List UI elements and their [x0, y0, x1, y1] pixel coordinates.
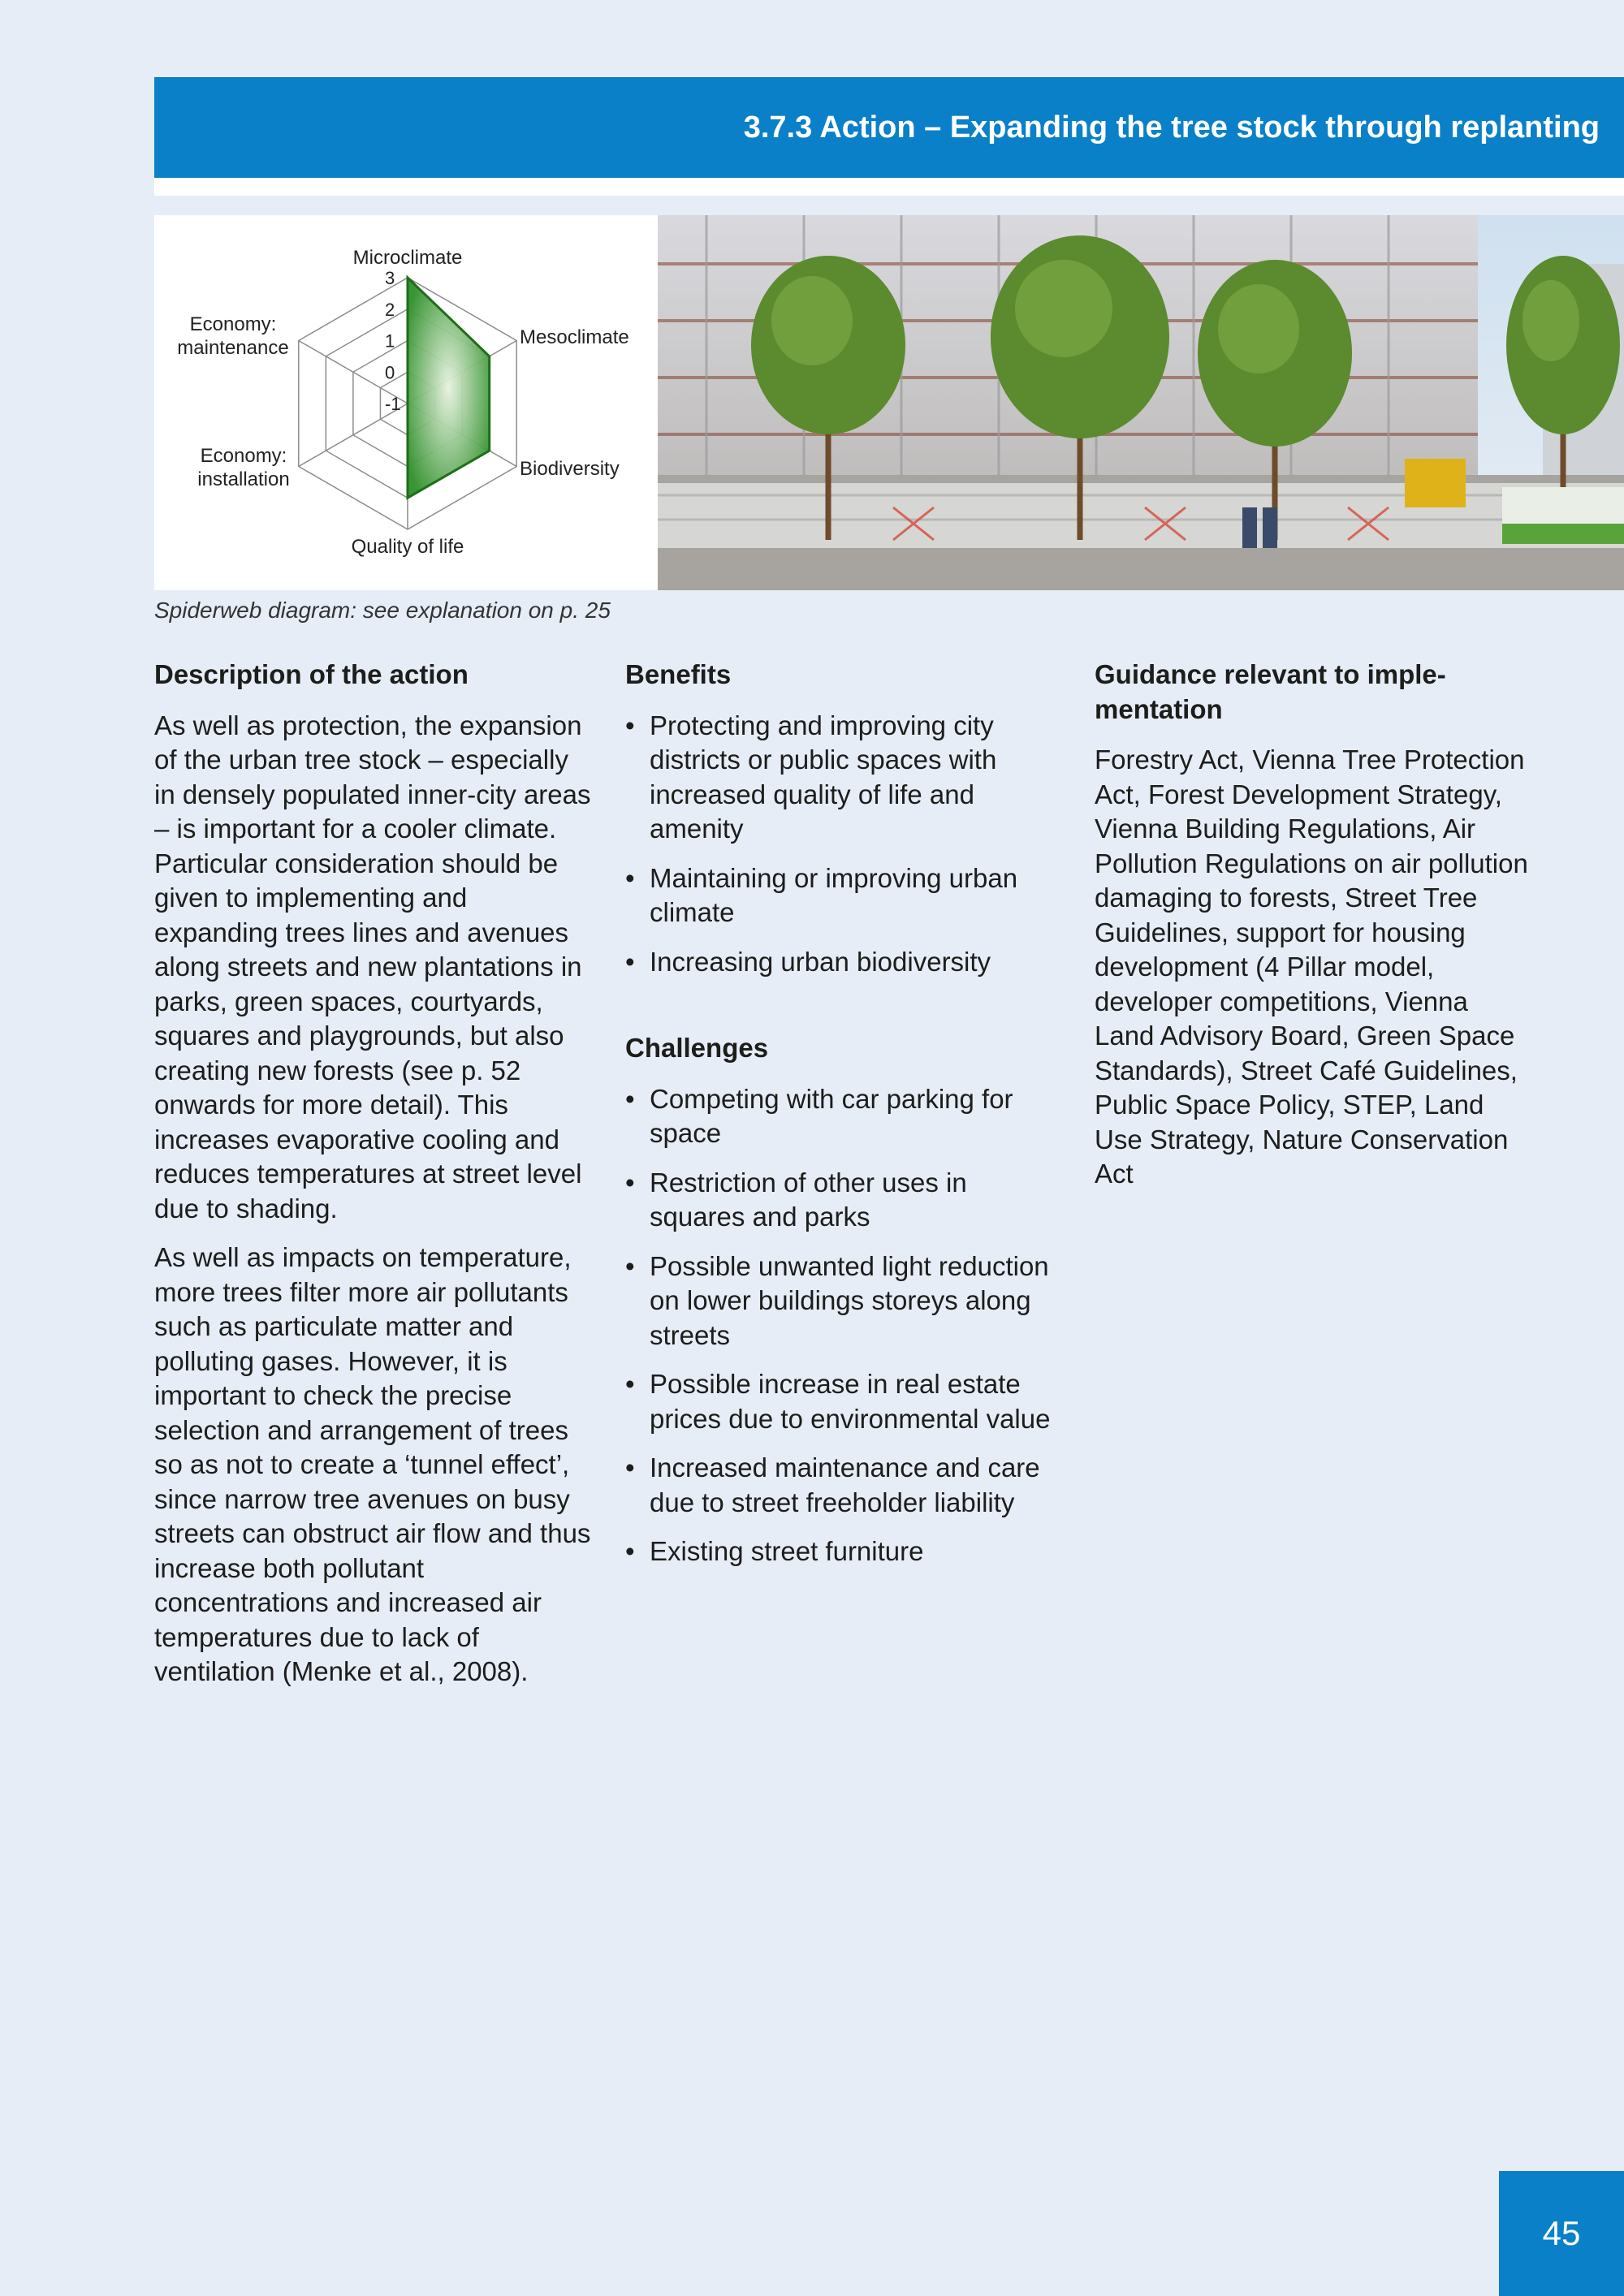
challenges-list-item: • Increased maintenance and care due to street freeholder liability [625, 1451, 1064, 1520]
guidance-text: Forestry Act, Vienna Tree Protection Act, Forest Development Strategy, Vienna Building Regulations, Air Pollution Regulations on air pollution damaging to forests, Street Tree Guidelines, support for housing development (4 Pillar model, developer competitions, Vienna Land Advisory Board, Green Space Standards), Street Café Guidelines, Public Space Policy, STEP, Land Use Strategy, Nature Conservation Act [1095, 744, 1528, 1189]
guidance-column [1095, 658, 1533, 1206]
axis-label-economy-installation-line2: installation [197, 468, 290, 490]
page-number: 45 [1542, 2214, 1581, 2252]
challenges-list-item: • Existing street furniture [625, 1534, 1064, 1569]
axis-label-economy-maintenance-line1: Economy: [189, 313, 277, 335]
benefits-list-item: • Maintaining or improving urban climate [625, 861, 1064, 930]
benefits-list-item: • Protecting and improving city districts or public spaces with increased quality of life and amenity [625, 709, 1064, 847]
benefits-list [625, 709, 1064, 980]
section-header-bar [154, 77, 1624, 178]
challenges-heading: Challenges [625, 1033, 769, 1063]
guidance-heading: Guidance relevant to implementation [1095, 659, 1446, 724]
spider-scale-tick-label: -1 [385, 394, 401, 414]
spider-scale-tick-label: 2 [385, 299, 395, 320]
challenges-list-item: • Restriction of other uses in squares and parks [625, 1166, 1064, 1235]
axis-label-microclimate: Microclimate [352, 247, 463, 269]
benefits-list-item: • Increasing urban biodiversity [625, 945, 1064, 980]
axis-label-mesoclimate: Mesoclimate [520, 326, 629, 348]
spider-scale-tick-label: 3 [385, 268, 395, 288]
spider-scale-tick-label: 1 [385, 330, 395, 352]
axis-label-biodiversity: Biodiversity [520, 458, 620, 480]
header-divider [154, 178, 1624, 196]
section-title: 3.7.3 Action – Expanding the tree stock through replanting [743, 110, 1600, 145]
description-paragraph: As well as impacts on temperature, more trees filter more air pollutants such as particulate matter and polluting gases. However, it is important to check the precise selection and arrangement of trees so as not to create a ‘tunnel effect’, since narrow tree avenues on busy streets can obstruct air flow and thus increase both pollutant concentrations and increased air temperatures due to lack of ventilation (Menke et al., 2008). [154, 1242, 591, 1686]
axis-label-quality-of-life: Quality of life [351, 536, 464, 558]
axis-label-economy-installation-line1: Economy: [200, 445, 287, 467]
description-paragraph: As well as protection, the expansion of the urban tree stock – especially in densely populated inner-city areas – is important for a cooler climate. Particular consideration should be given to implementing and expanding trees lines and avenues along streets and new plantations in parks, green spaces, courtyards, squares and playgrounds, but also creating new forests (see p. 52 onwards for more detail). This increases evaporative cooling and reduces temperatures at street level due to shading. [154, 710, 591, 1224]
axis-label-economy-maintenance-line2: maintenance [177, 337, 289, 359]
page-number-box [1499, 2171, 1624, 2296]
description-heading: Description of the action [154, 659, 469, 689]
challenges-list [625, 1082, 1064, 1569]
description-column [154, 658, 593, 1704]
spider-value-polygon [408, 278, 490, 498]
challenges-list-item: • Possible increase in real estate prices due to environmental value [625, 1367, 1064, 1436]
spiderweb-diagram [154, 215, 658, 590]
spider-scale-tick-label: 0 [385, 362, 395, 383]
benefits-challenges-column [625, 658, 1064, 1584]
benefits-heading: Benefits [625, 659, 732, 689]
challenges-list-item: • Competing with car parking for space [625, 1082, 1064, 1151]
challenges-list-item: • Possible unwanted light reduction on lower buildings storeys along streets [625, 1249, 1064, 1353]
street-trees-photo [658, 215, 1624, 590]
diagram-caption: Spiderweb diagram: see explanation on p. 25 [154, 598, 611, 623]
